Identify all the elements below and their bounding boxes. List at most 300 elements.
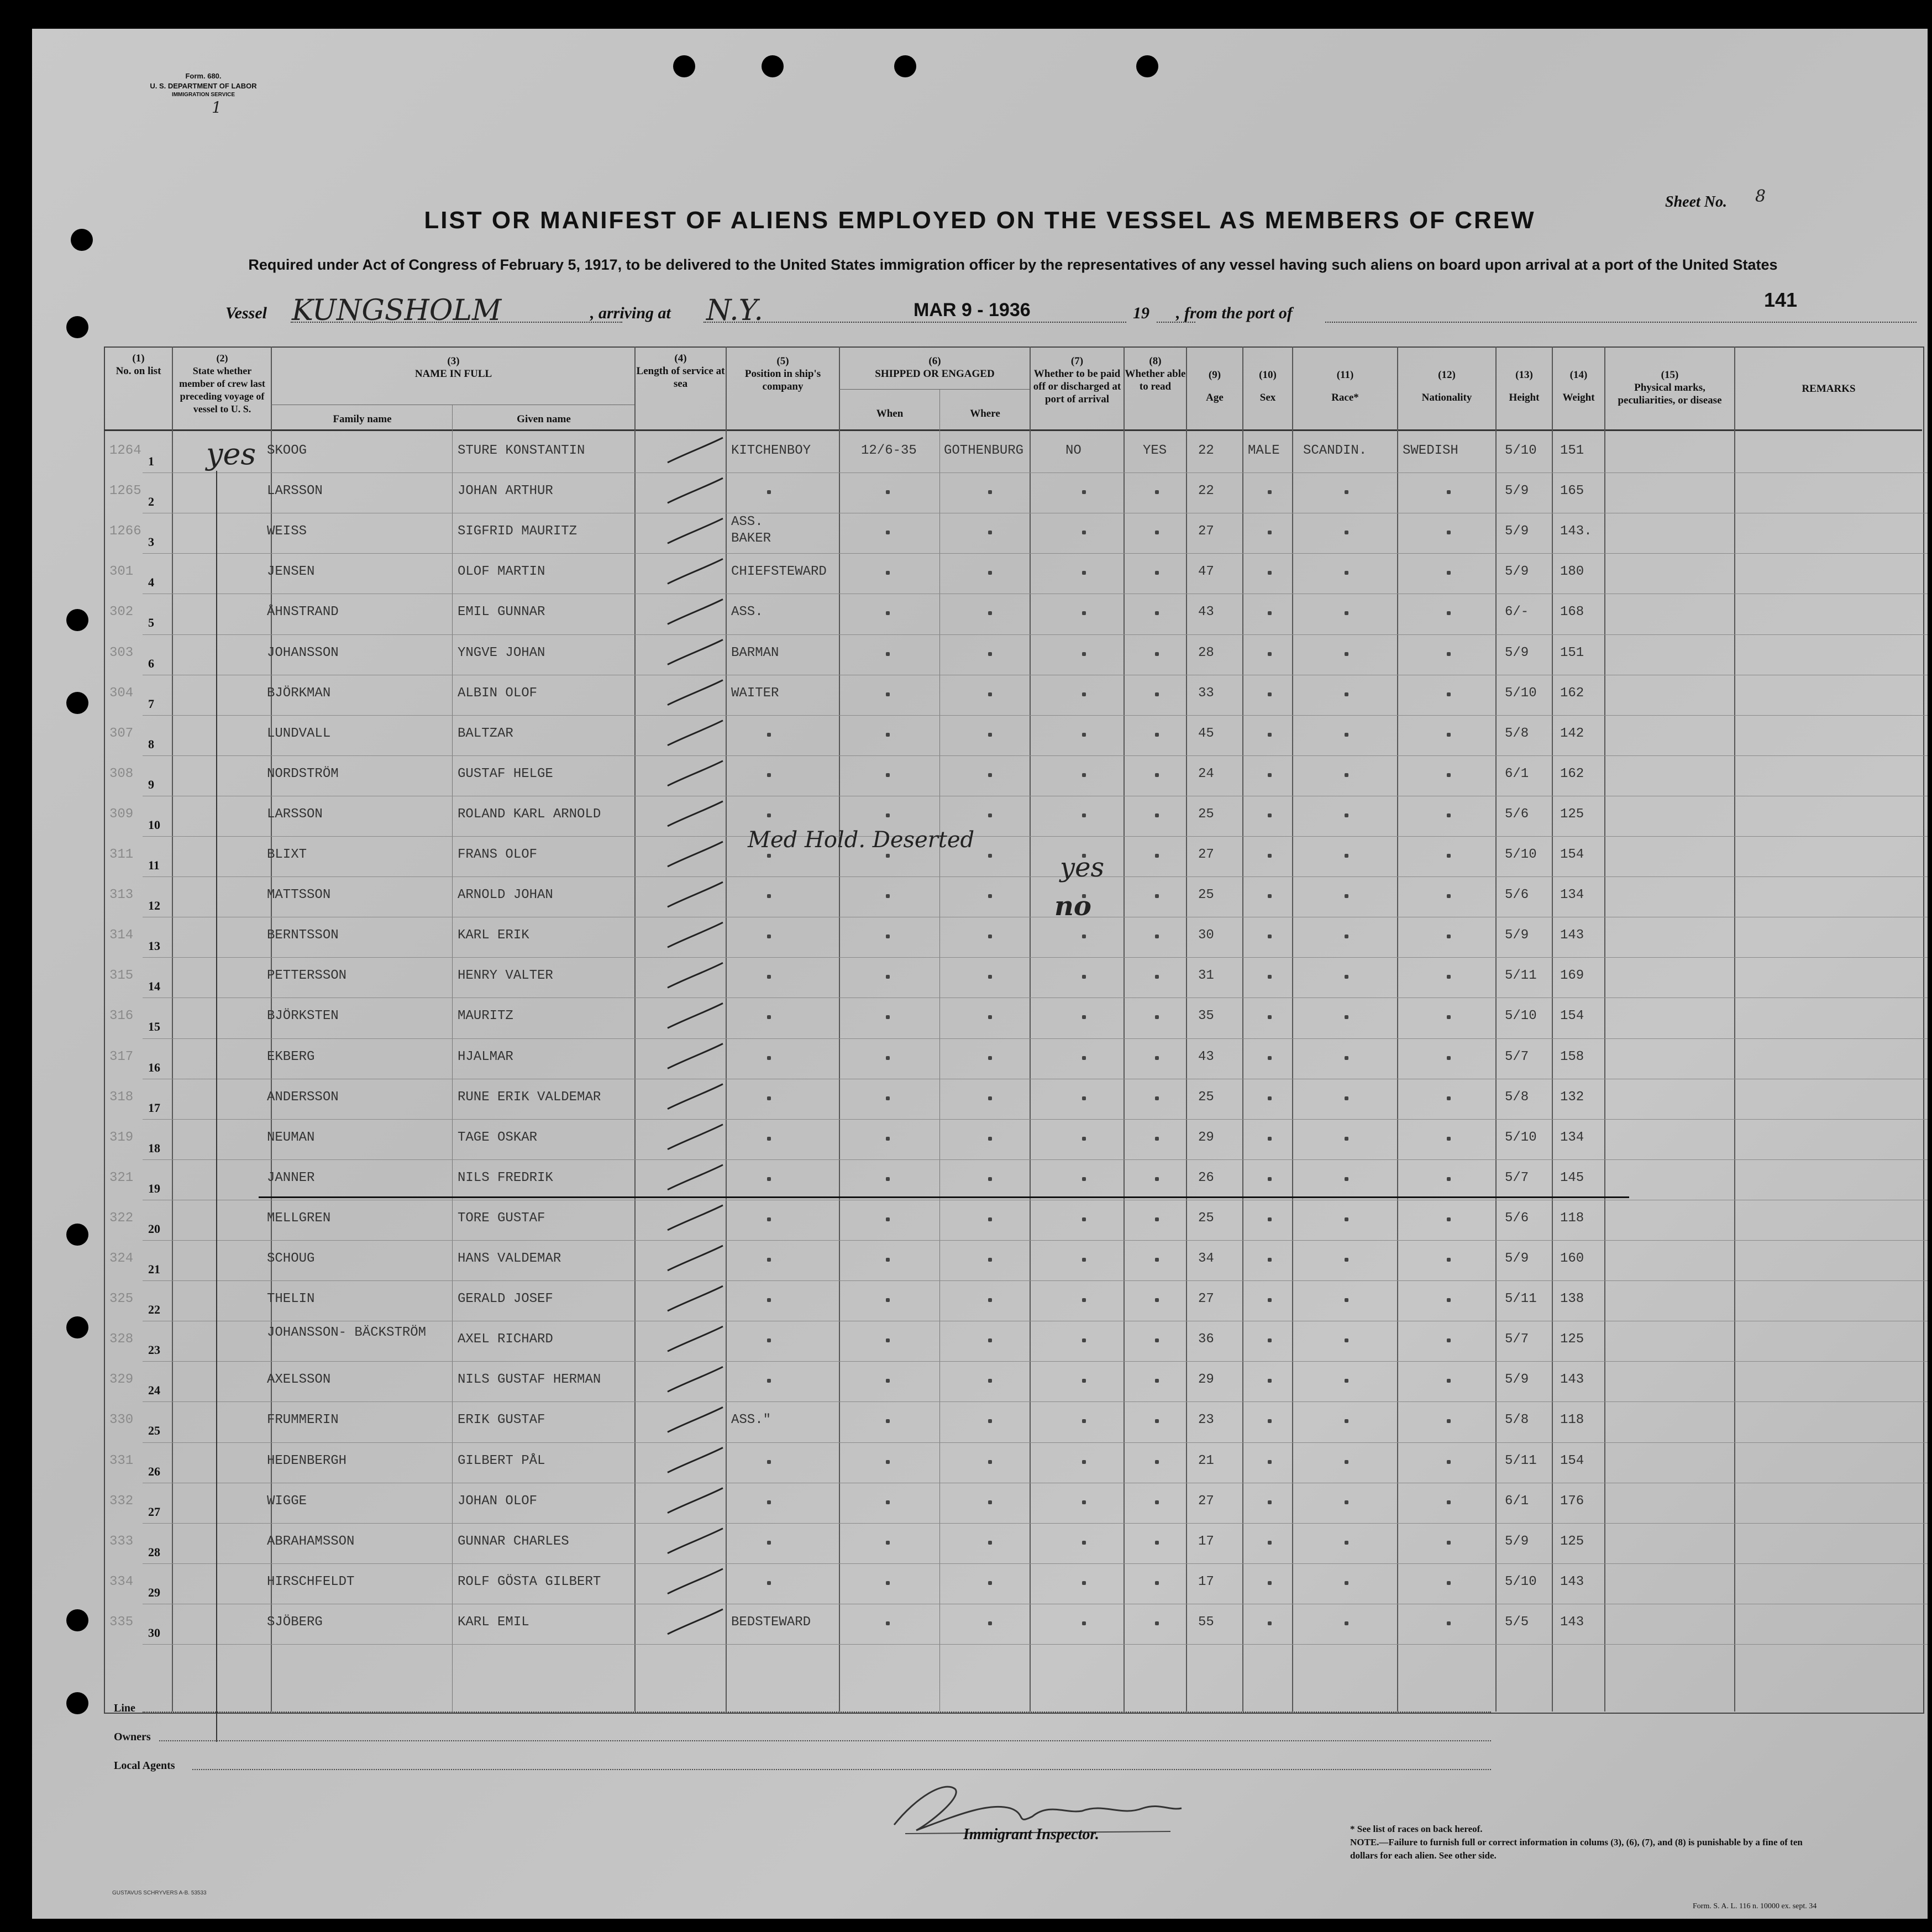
age: 27	[1198, 847, 1214, 862]
height: 5/5	[1505, 1614, 1529, 1630]
service-check-mark	[668, 1125, 723, 1149]
height: 5/6	[1505, 1210, 1529, 1226]
given-name: JOHAN OLOF	[458, 1493, 538, 1509]
col7-header: (7) Whether to be paid off or discharged at port of arrival	[1033, 355, 1121, 405]
family-name: FRUMMERIN	[267, 1413, 339, 1428]
height: 5/6	[1505, 888, 1529, 903]
when-header: When	[876, 408, 904, 419]
family-name: JOHANSSON- BÄCKSTRÖM	[267, 1325, 427, 1341]
height: 5/9	[1505, 928, 1529, 943]
age: 17	[1198, 1534, 1214, 1549]
list-line-number: 311	[109, 847, 134, 862]
ship-position: ASS.	[731, 605, 763, 620]
row-number: 18	[148, 1141, 160, 1155]
given-name: GUNNAR CHARLES	[458, 1534, 569, 1549]
ship-position: CHIEFSTEWARD	[731, 564, 827, 580]
from-port-label: , from the port of	[1176, 304, 1293, 322]
given-name: ROLF GÖSTA GILBERT	[458, 1574, 601, 1589]
family-name: LARSSON	[267, 484, 323, 499]
weight: 180	[1560, 564, 1584, 580]
service-check-mark	[668, 1003, 723, 1028]
age: 25	[1198, 888, 1214, 903]
row-number: 27	[148, 1504, 160, 1519]
list-line-number: 330	[109, 1413, 134, 1428]
age: 55	[1198, 1614, 1214, 1630]
given-name: STURE KONSTANTIN	[458, 443, 585, 458]
owners-underline	[159, 1740, 1491, 1741]
row-number: 22	[148, 1303, 160, 1317]
given-name: HANS VALDEMAR	[458, 1251, 561, 1266]
service-check-mark	[668, 963, 723, 988]
age: 47	[1198, 564, 1214, 580]
service-check-mark	[668, 1286, 723, 1311]
service-check-marks	[32, 29, 1928, 1919]
row-number: 20	[148, 1221, 160, 1236]
family-name: SCHOUG	[267, 1251, 315, 1266]
local-agents-label: Local Agents	[114, 1760, 175, 1772]
weight: 162	[1560, 685, 1584, 701]
line-underline	[143, 1712, 1491, 1713]
height: 5/8	[1505, 1089, 1529, 1105]
weight: 118	[1560, 1413, 1584, 1428]
handwritten-yes-row11: yes	[1060, 852, 1105, 883]
height: 5/6	[1505, 806, 1529, 822]
vessel-name: KUNGSHOLM	[292, 294, 502, 327]
service-check-mark	[668, 478, 723, 503]
remarks-header: REMARKS	[1802, 383, 1856, 395]
weight: 176	[1560, 1493, 1584, 1509]
agents-underline	[192, 1769, 1491, 1770]
height: 5/11	[1505, 1453, 1537, 1468]
given-name: ROLAND KARL ARNOLD	[458, 806, 601, 822]
height: 5/9	[1505, 564, 1529, 580]
height: 5/10	[1505, 847, 1537, 862]
service-check-mark	[668, 922, 723, 947]
height: 5/7	[1505, 1049, 1529, 1064]
form-code: Form. S. A. L. 116 n. 10000 ex. sept. 34	[1693, 1902, 1817, 1910]
where-header: Where	[970, 408, 1000, 419]
given-name: TORE GUSTAF	[458, 1210, 545, 1226]
list-line-number: 316	[109, 1009, 134, 1024]
list-line-number: 1264	[109, 443, 141, 458]
height: 5/10	[1505, 1130, 1537, 1145]
shipped-where: GOTHENBURG	[944, 443, 1024, 458]
weight: 143	[1560, 928, 1584, 943]
age: 25	[1198, 1210, 1214, 1226]
row-number: 9	[148, 777, 154, 791]
row-number: 25	[148, 1424, 160, 1438]
family-name: EKBERG	[267, 1049, 315, 1064]
height: 5/7	[1505, 1170, 1529, 1185]
ship-position: ASS."	[731, 1413, 771, 1428]
sheet-number: 8	[1755, 187, 1766, 206]
col14-header: (14) Weight	[1562, 369, 1595, 403]
height: 5/9	[1505, 645, 1529, 660]
age: 34	[1198, 1251, 1214, 1266]
service-check-mark	[668, 438, 723, 463]
service-check-mark	[668, 1165, 723, 1190]
row-number: 2	[148, 495, 154, 509]
weight: 132	[1560, 1089, 1584, 1105]
weight: 145	[1560, 1170, 1584, 1185]
weight: 125	[1560, 1534, 1584, 1549]
list-line-number: 331	[109, 1453, 134, 1468]
row-number: 13	[148, 939, 160, 953]
family-name: HEDENBERGH	[267, 1453, 347, 1468]
given-name: GERALD JOSEF	[458, 1292, 553, 1307]
list-line-number: 328	[109, 1332, 134, 1347]
age: 23	[1198, 1413, 1214, 1428]
given-name: OLOF MARTIN	[458, 564, 545, 580]
family-name: ANDERSSON	[267, 1089, 339, 1105]
given-name: GUSTAF HELGE	[458, 766, 553, 781]
given-name: ARNOLD JOHAN	[458, 888, 553, 903]
service-check-mark	[668, 1326, 723, 1351]
list-line-number: 304	[109, 685, 134, 701]
family-name: BLIXT	[267, 847, 307, 862]
given-name: MAURITZ	[458, 1009, 513, 1024]
row-number: 5	[148, 616, 154, 630]
weight: 151	[1560, 443, 1584, 458]
weight: 143	[1560, 1372, 1584, 1388]
list-line-number: 322	[109, 1210, 134, 1226]
ship-position: ASS. BAKER	[731, 514, 771, 547]
given-name: TAGE OSKAR	[458, 1130, 538, 1145]
weight: 168	[1560, 605, 1584, 620]
ship-position: BEDSTEWARD	[731, 1614, 811, 1630]
height: 5/9	[1505, 1534, 1529, 1549]
arriving-label: , arriving at	[590, 304, 671, 322]
service-check-mark	[668, 1044, 723, 1069]
list-line-number: 303	[109, 645, 134, 660]
weight: 138	[1560, 1292, 1584, 1307]
weight: 134	[1560, 1130, 1584, 1145]
list-line-number: 301	[109, 564, 134, 580]
arrival-port: N.Y.	[706, 294, 763, 327]
height: 5/8	[1505, 726, 1529, 741]
list-line-number: 1266	[109, 524, 141, 539]
races-note: * See list of races on back hereof.	[1350, 1824, 1483, 1834]
age: 25	[1198, 806, 1214, 822]
col12-header: (12) Nationality	[1421, 369, 1472, 403]
list-line-number: 315	[109, 968, 134, 984]
given-name: GILBERT PÅL	[458, 1453, 545, 1468]
col13-header: (13) Height	[1509, 369, 1540, 403]
weight: 143	[1560, 1574, 1584, 1589]
list-line-number: 319	[109, 1130, 134, 1145]
list-line-number: 307	[109, 726, 134, 741]
ship-position: KITCHENBOY	[731, 443, 811, 458]
list-line-number: 332	[109, 1493, 134, 1509]
penalty-note: NOTE.—Failure to furnish full or correct information in colums (3), (6), (7), and (8) is punishable by a fine of ten dollars for each alien. See other side.	[1350, 1837, 1803, 1861]
row-number: 16	[148, 1060, 160, 1074]
family-name: WIGGE	[267, 1493, 307, 1509]
given-name: KARL ERIK	[458, 928, 529, 943]
service-check-mark	[668, 1205, 723, 1230]
given-name: JOHAN ARTHUR	[458, 484, 553, 499]
family-name: BJÖRKSTEN	[267, 1009, 339, 1024]
col3-header: (3) NAME IN FULL	[414, 355, 492, 380]
col10-header: (10) Sex	[1259, 369, 1277, 403]
line-label: Line	[114, 1702, 135, 1714]
family-name: MELLGREN	[267, 1210, 331, 1226]
row-number: 3	[148, 535, 154, 549]
page-subtitle: Required under Act of Congress of February 5, 1917, to be delivered to the United States immigration officer by the representatives of any vessel having such aliens on board upon arrival at a port of the United States	[248, 256, 1778, 273]
row-number: 11	[148, 858, 160, 872]
row-number: 8	[148, 737, 154, 751]
height: 5/11	[1505, 968, 1537, 984]
list-line-number: 333	[109, 1534, 134, 1549]
given-name: NILS FREDRIK	[458, 1170, 553, 1185]
sheet-label: Sheet No.	[1665, 193, 1727, 211]
age: 35	[1198, 1009, 1214, 1024]
height: 5/10	[1505, 443, 1537, 458]
handwritten-yes-col2: yes	[206, 437, 256, 471]
family-name-header: Family name	[333, 413, 392, 425]
family-name: BERNTSSON	[267, 928, 339, 943]
family-name: LUNDVALL	[267, 726, 331, 741]
height: 5/9	[1505, 1372, 1529, 1388]
service-check-mark	[668, 518, 723, 543]
vessel-label: Vessel	[225, 304, 267, 322]
service-check-mark	[668, 559, 723, 584]
col6-header: (6) SHIPPED OR ENGAGED	[875, 355, 995, 380]
col9-header: (9) Age	[1206, 369, 1224, 403]
service-check-mark	[668, 680, 723, 705]
service-check-mark	[668, 1529, 723, 1553]
family-name: NEUMAN	[267, 1130, 315, 1145]
weight: 142	[1560, 726, 1584, 741]
service-check-mark	[668, 1488, 723, 1513]
list-line-number: 335	[109, 1614, 134, 1630]
row-number: 21	[148, 1262, 160, 1276]
weight: 165	[1560, 484, 1584, 499]
height: 5/8	[1505, 1413, 1529, 1428]
paid-off: NO	[1065, 443, 1082, 458]
family-name: MATTSSON	[267, 888, 331, 903]
family-name: NORDSTRÖM	[267, 766, 339, 781]
row-number: 12	[148, 899, 160, 913]
service-check-mark	[668, 1246, 723, 1271]
weight: 154	[1560, 1453, 1584, 1468]
row-number: 4	[148, 575, 154, 590]
row-number: 19	[148, 1181, 160, 1195]
able-to-read: YES	[1143, 443, 1167, 458]
weight: 118	[1560, 1210, 1584, 1226]
col2-header: (2) State whether member of crew last preceding voyage of vessel to U. S.	[179, 353, 265, 414]
given-name: SIGFRID MAURITZ	[458, 524, 578, 539]
row-number: 30	[148, 1625, 160, 1640]
given-name: ERIK GUSTAF	[458, 1413, 545, 1428]
age: 26	[1198, 1170, 1214, 1185]
age: 21	[1198, 1453, 1214, 1468]
service-check-mark	[668, 1407, 723, 1432]
form-number: Form. 680.	[185, 72, 222, 80]
row-number: 28	[148, 1545, 160, 1559]
service-check-mark	[668, 599, 723, 624]
given-name: YNGVE JOHAN	[458, 645, 545, 660]
row-number: 15	[148, 1020, 160, 1034]
age: 27	[1198, 1292, 1214, 1307]
age: 22	[1198, 484, 1214, 499]
handwritten-no-row12: no	[1054, 891, 1091, 922]
printer-mark: GUSTAVUS SCHRYVERS A-B. 53533	[112, 1890, 207, 1896]
age: 29	[1198, 1130, 1214, 1145]
row-number: 7	[148, 696, 154, 711]
height: 5/10	[1505, 685, 1537, 701]
weight: 160	[1560, 1251, 1584, 1266]
family-name: ÅHNSTRAND	[267, 605, 339, 620]
given-name: AXEL RICHARD	[458, 1332, 553, 1347]
list-line-number: 313	[109, 888, 134, 903]
row-number: 6	[148, 656, 154, 670]
col11-header: (11) Race*	[1331, 369, 1359, 403]
weight: 158	[1560, 1049, 1584, 1064]
weight: 125	[1560, 1332, 1584, 1347]
row-number: 17	[148, 1100, 160, 1115]
service-check-mark	[668, 1084, 723, 1109]
height: 6/-	[1505, 605, 1529, 620]
list-line-number: 325	[109, 1292, 134, 1307]
height: 6/1	[1505, 766, 1529, 781]
height: 5/7	[1505, 1332, 1529, 1347]
row-number: 1	[148, 454, 154, 468]
service-check-mark	[668, 842, 723, 867]
list-line-number: 302	[109, 605, 134, 620]
age: 31	[1198, 968, 1214, 984]
age: 43	[1198, 1049, 1214, 1064]
service-check-mark	[668, 640, 723, 665]
height: 5/10	[1505, 1009, 1537, 1024]
age: 17	[1198, 1574, 1214, 1589]
list-line-number: 334	[109, 1574, 134, 1589]
weight: 162	[1560, 766, 1584, 781]
age: 43	[1198, 605, 1214, 620]
list-line-number: 317	[109, 1049, 134, 1064]
col8-header: (8) Whether able to read	[1125, 355, 1186, 392]
age: 29	[1198, 1372, 1214, 1388]
weight: 143	[1560, 1614, 1584, 1630]
service-check-mark	[668, 1569, 723, 1594]
col5-header: (5) Position in ship's company	[744, 355, 821, 392]
family-name: WEISS	[267, 524, 307, 539]
col1-header: (1) No. on list	[116, 353, 161, 377]
given-name: EMIL GUNNAR	[458, 605, 545, 620]
row-number: 24	[148, 1383, 160, 1398]
given-name: FRANS OLOF	[458, 847, 538, 862]
corner-mark: 1	[212, 98, 222, 117]
family-name: HIRSCHFELDT	[267, 1574, 355, 1589]
ship-position: WAITER	[731, 685, 779, 701]
col15-header: (15) Physical marks, peculiarities, or disease	[1618, 369, 1722, 406]
shipped-when: 12/6-35	[861, 443, 917, 458]
row-number: 23	[148, 1343, 160, 1357]
family-name: PETTERSSON	[267, 968, 347, 984]
family-name: SKOOG	[267, 443, 307, 458]
given-name: RUNE ERIK VALDEMAR	[458, 1089, 601, 1105]
family-name: JANNER	[267, 1170, 315, 1185]
manifest-sheet	[32, 29, 1928, 1919]
service-check-mark	[668, 882, 723, 907]
weight: 154	[1560, 847, 1584, 862]
age: 30	[1198, 928, 1214, 943]
age: 27	[1198, 1493, 1214, 1509]
row-number: 14	[148, 979, 160, 994]
weight: 154	[1560, 1009, 1584, 1024]
height: 5/9	[1505, 484, 1529, 499]
nationality: SWEDISH	[1403, 443, 1458, 458]
handwritten-deserted-note: Med Hold. Deserted	[748, 827, 975, 853]
weight: 169	[1560, 968, 1584, 984]
height: 5/9	[1505, 1251, 1529, 1266]
inspector-label: Immigrant Inspector.	[963, 1826, 1099, 1843]
race: SCANDIN.	[1303, 443, 1367, 458]
weight: 125	[1560, 806, 1584, 822]
family-name: JENSEN	[267, 564, 315, 580]
given-name: NILS GUSTAF HERMAN	[458, 1372, 601, 1388]
service-label: IMMIGRATION SERVICE	[171, 92, 235, 98]
height: 5/9	[1505, 524, 1529, 539]
weight: 143.	[1560, 524, 1592, 539]
list-line-number: 318	[109, 1089, 134, 1105]
family-name: SJÖBERG	[267, 1614, 323, 1630]
page-number: 141	[1764, 288, 1798, 311]
owners-label: Owners	[114, 1731, 151, 1743]
list-line-number: 321	[109, 1170, 134, 1185]
weight: 134	[1560, 888, 1584, 903]
age: 36	[1198, 1332, 1214, 1347]
family-name: JOHANSSON	[267, 645, 339, 660]
page-title: LIST OR MANIFEST OF ALIENS EMPLOYED ON THE VESSEL AS MEMBERS OF CREW	[424, 207, 1536, 234]
age: 25	[1198, 1089, 1214, 1105]
list-line-number: 308	[109, 766, 134, 781]
list-line-number: 309	[109, 806, 134, 822]
row-number: 10	[148, 817, 160, 832]
given-name: BALTZAR	[458, 726, 513, 741]
row-number: 29	[148, 1585, 160, 1599]
age: 28	[1198, 645, 1214, 660]
given-name: ALBIN OLOF	[458, 685, 538, 701]
given-name: HJALMAR	[458, 1049, 513, 1064]
row-number: 26	[148, 1464, 160, 1478]
height: 5/11	[1505, 1292, 1537, 1307]
list-line-number: 314	[109, 928, 134, 943]
service-check-mark	[668, 761, 723, 786]
list-line-number: 1265	[109, 484, 141, 499]
family-name: AXELSSON	[267, 1372, 331, 1388]
service-check-mark	[668, 801, 723, 826]
service-check-mark	[668, 1367, 723, 1392]
family-name: LARSSON	[267, 806, 323, 822]
list-line-number: 329	[109, 1372, 134, 1388]
department-label: U. S. DEPARTMENT OF LABOR	[150, 82, 257, 90]
height: 6/1	[1505, 1493, 1529, 1509]
list-line-number: 324	[109, 1251, 134, 1266]
ship-position: BARMAN	[731, 645, 779, 660]
family-name: BJÖRKMAN	[267, 685, 331, 701]
age: 24	[1198, 766, 1214, 781]
arrival-date: MAR 9 - 1936	[914, 300, 1031, 321]
height: 5/10	[1505, 1574, 1537, 1589]
sex: MALE	[1248, 443, 1280, 458]
family-name: THELIN	[267, 1292, 315, 1307]
service-check-mark	[668, 721, 723, 746]
service-check-mark	[668, 1609, 723, 1634]
given-name: KARL EMIL	[458, 1614, 529, 1630]
weight: 151	[1560, 645, 1584, 660]
age: 27	[1198, 524, 1214, 539]
service-check-mark	[668, 1448, 723, 1473]
